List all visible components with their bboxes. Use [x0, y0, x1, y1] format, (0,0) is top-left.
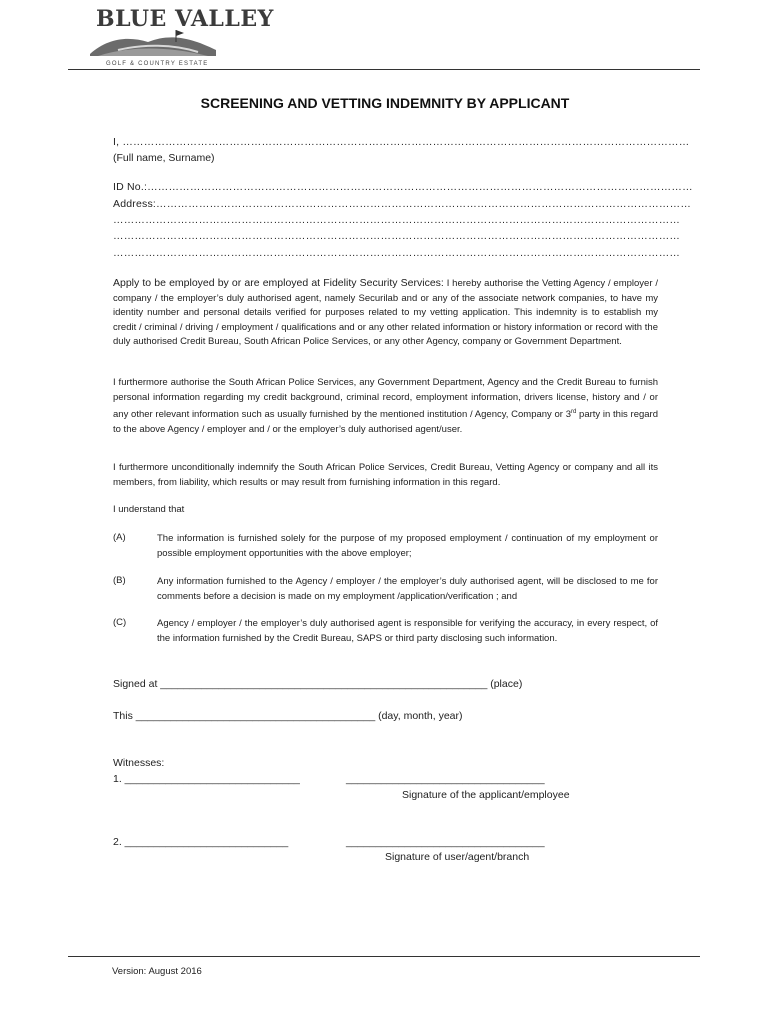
- address-field[interactable]: Address:……………………………………………………………………………………………………………………………………: [113, 198, 692, 210]
- footer-divider: [68, 956, 700, 957]
- indemnify-paragraph: I furthermore unconditionally indemnify the South African Police Services, Credit Bureau, Vetting Agency or company and all its members, from liability, which results or may result from furnishing information in this regard.: [113, 462, 658, 488]
- furthermore-authorise-paragraph: [113, 376, 658, 437]
- agent-signature-field[interactable]: __________________________________: [346, 836, 545, 848]
- item-a-label: (A): [113, 532, 126, 543]
- agent-signature-caption: Signature of user/agent/branch: [385, 851, 530, 863]
- full-name-field[interactable]: I, ……………………………………………………………………………………………………………………………………………: [113, 136, 690, 148]
- item-c-label: (C): [113, 617, 127, 628]
- item-a-text: The information is furnished solely for the purpose of my proposed employment / continuation of my employment or possible employment opportunities with the above employer;: [157, 533, 658, 559]
- superscript-rd: rd: [570, 409, 577, 415]
- document-title: SCREENING AND VETTING INDEMNITY BY APPLICANT: [200, 95, 570, 111]
- witness-1-field[interactable]: 1. ______________________________: [113, 773, 300, 785]
- version-label: Version: August 2016: [112, 966, 202, 977]
- authorisation-lead: Apply to be employed by or are employed at Fidelity Security Services:: [113, 277, 444, 289]
- date-field[interactable]: This _________________________________________ (day, month, year): [113, 710, 463, 722]
- logo-title: BLUE VALLEY: [96, 6, 274, 32]
- logo-landscape-icon: [88, 28, 218, 60]
- item-b-text: Any information furnished to the Agency / employer / the employer’s duly authorised agent, will be disclosed to me for comments before a decision is made on my employment /application/verification ; and: [157, 576, 658, 602]
- witness-2-field[interactable]: 2. ____________________________: [113, 836, 289, 848]
- address-continuation-3[interactable]: ……………………………………………………………………………………………………………………………………………: [113, 247, 681, 259]
- applicant-signature-field[interactable]: __________________________________: [346, 773, 545, 785]
- id-number-field[interactable]: ID No.:………………………………………………………………………………………………………………………………………: [113, 181, 693, 193]
- applicant-signature-caption: Signature of the applicant/employee: [402, 789, 570, 801]
- item-b-label: (B): [113, 575, 126, 586]
- understand-heading: I understand that: [113, 504, 185, 515]
- blue-valley-logo: [88, 6, 274, 68]
- logo-subtitle: GOLF & COUNTRY ESTATE: [106, 61, 209, 67]
- furthermore-authorise-text: I furthermore authorise the South African Police Services, any Government Department, Agency and the Credit Bureau to furnish personal information regarding my credit background, criminal record, employment information, drivers license, history and / or any other relevant information such as usually furnished by the mentioned institution / Agency, Company or 3: [113, 377, 658, 421]
- address-continuation-1[interactable]: ……………………………………………………………………………………………………………………………………………: [113, 214, 681, 226]
- item-c-text: Agency / employer / the employer’s duly authorised agent is responsible for verifying the accuracy, in every respect, of the information furnished by the Credit Bureau, SAPS or third party disclosing such information.: [157, 618, 658, 644]
- witnesses-heading: Witnesses:: [113, 757, 165, 769]
- furthermore-authorise-text-cont: party in this regard to the above Agency / employer and / or the employer’s duly authorised agent/user.: [113, 409, 658, 435]
- authorisation-paragraph: [113, 276, 658, 350]
- authorisation-body: I hereby authorise the Vetting Agency / employer / company / the employer’s duly authorised agent, namely Securilab and or any of the associate network companies, to have my identity number and personal details verified for purposes related to my vetting application. This indemnity is to establish my credit / criminal / driving / employment / qualifications and or any other related information or history information or record with the duly authorised Credit Bureau, South African Police Services, or any other Agency, company or Government Department.: [113, 278, 658, 347]
- header-divider: [68, 69, 700, 70]
- full-name-hint: (Full name, Surname): [113, 152, 215, 164]
- signed-at-field[interactable]: Signed at ________________________________________________________ (place): [113, 678, 523, 690]
- address-continuation-2[interactable]: ……………………………………………………………………………………………………………………………………………: [113, 230, 681, 242]
